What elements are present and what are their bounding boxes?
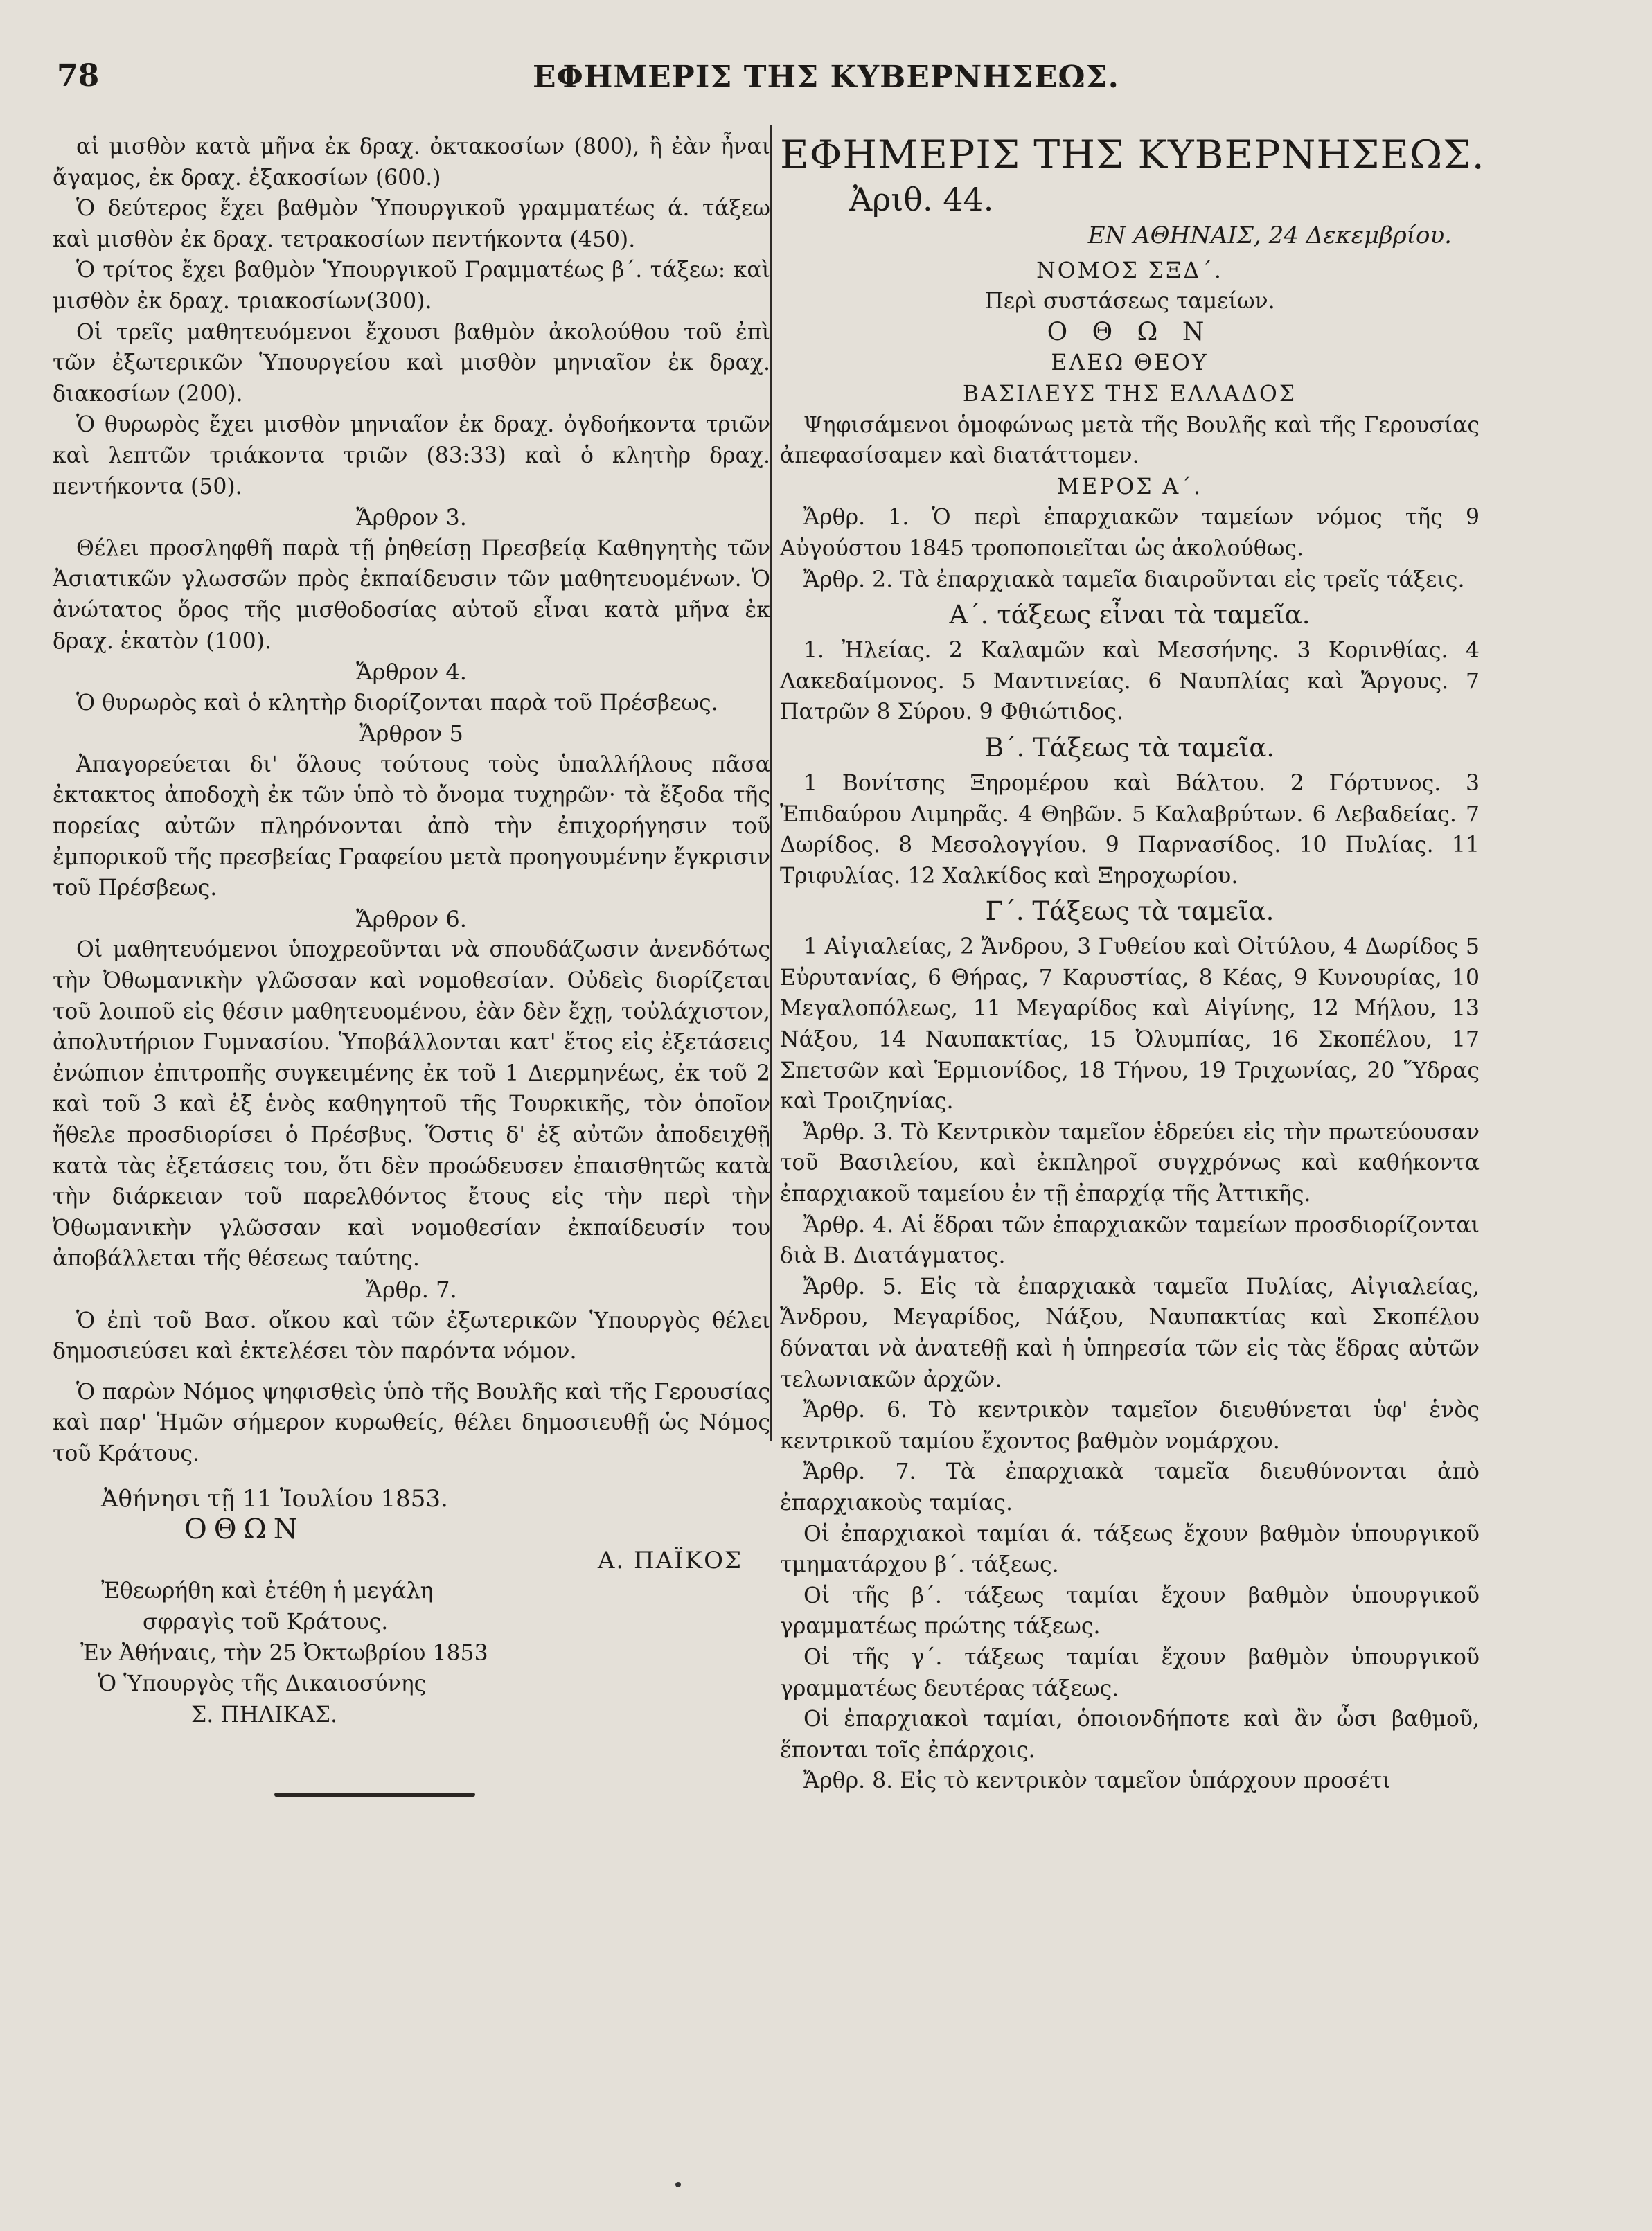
signing-date: Ἀθήνησι τῇ 11 Ἰουλίου 1853. — [101, 1484, 448, 1513]
article: Ἄρθρ. 8. Εἰς τὸ κεντρικὸν ταμεῖον ὑπάρχουν προσέτι — [803, 1768, 1391, 1794]
place-date: ΕΝ ΑΘΗΝΑΙΣ, 24 Δεκεμβρίου. — [1087, 222, 1452, 249]
seal-line: Ὁ Ὑπουργὸς τῆς Δικαιοσύνης — [98, 1671, 427, 1697]
paragraph: Θέλει προσληφθῆ παρὰ τῇ ῥηθείσῃ Πρεσβείᾳ Καθηγητὴς τῶν Ἀσιατικῶν γλωσσῶν πρὸς ἐκπαίδευσιν τῶν μαθητευομένων. Ὁ ἀνώτατος ὅρος τῆς μισθοδοσίας αὐτοῦ εἶναι κατὰ μῆνα ἐκ δραχ. ἑκατὸν (100). — [53, 535, 770, 654]
seal-line: σφραγὶς τοῦ Κράτους. — [143, 1609, 389, 1635]
article-heading: Ἄρθρον 3. — [356, 504, 467, 531]
running-title: ΕΦΗΜΕΡΙΣ ΤΗΣ ΚΥΒΕΡΝΗΣΕΩΣ. — [532, 60, 1119, 95]
article: Ἄρθρ. 5. Εἰς τὰ ἐπαρχιακὰ ταμεῖα Πυλίας, Αἰγιαλείας, Ἄνδρου, Μεγαρίδος, Νάξου, Ναυπακτίας καὶ Σκοπέλου δύναται νὰ ἀνατεθῇ καὶ ἡ ὑπηρεσία τῶν εἰς τὰς ἕδρας αὐτῶν τελωνιακῶν ἀρχῶν. — [780, 1274, 1480, 1392]
issue-number: Ἀριθ. 44. — [849, 181, 994, 218]
article-heading: Ἄρθρ. 7. — [366, 1276, 457, 1303]
masthead: ΕΦΗΜΕΡΙΣ ΤΗΣ ΚΥΒΕΡΝΗΣΕΩΣ. — [780, 132, 1485, 178]
class-heading: Β΄. Τάξεως τὰ ταμεῖα. — [984, 732, 1275, 763]
right-column — [780, 132, 1485, 1797]
page-number: 78 — [57, 58, 100, 94]
list: 1 Αἰγιαλείας, 2 Ἄνδρου, 3 Γυθείου καὶ Οἰτύλου, 4 Δωρίδος 5 Εὐρυτανίας, 6 Θήρας, 7 Καρυστίας, 8 Κέας, 9 Κυνουρίας, 10 Μεγαλοπόλεως, 11 Μεγαρίδος καὶ Αἰγίνης, 12 Μήλου, 13 Νάξου, 14 Ναυπακτίας, 15 Ὀλυμπίας, 16 Σκοπέλου, 17 Σπετσῶν καὶ Ἑρμιονίδος, 18 Τήνου, 19 Τριχωνίας, 20 Ὕδρας καὶ Τροιζηνίας. — [780, 934, 1480, 1114]
paragraph: Ὁ θυρωρὸς καὶ ὁ κλητὴρ διορίζονται παρὰ τοῦ Πρέσβεως. — [76, 690, 718, 715]
paragraph: Οἱ ἐπαρχιακοὶ ταμίαι, ὁποιονδήποτε καὶ ἂν ὦσι βαθμοῦ, ἕπονται τοῖς ἐπάρχοις. — [780, 1707, 1480, 1763]
paragraph: Οἱ ἐπαρχιακοὶ ταμίαι ά. τάξεως ἔχουν βαθμὸν ὑπουργικοῦ τμηματάρχου β΄. τάξεως. — [780, 1521, 1480, 1578]
seal-line: Ἐν Ἀθήναις, τὴν 25 Ὀκτωβρίου 1853 — [80, 1640, 488, 1666]
class-heading: Α΄. τάξεως εἶναι τὰ ταμεῖα. — [949, 600, 1311, 630]
seal-line: Ἐθεωρήθη καὶ ἐτέθη ἡ μεγάλη — [101, 1579, 434, 1604]
law-title: ΝΟΜΟΣ ΣΞΔ΄. — [1036, 258, 1223, 283]
paragraph: Ὁ τρίτος ἔχει βαθμὸν Ὑπουργικοῦ Γραμματέως β΄. τάξεω: καὶ μισθὸν ἐκ δραχ. τριακοσίων(300). — [53, 258, 770, 314]
left-column — [53, 132, 770, 1797]
king-signature: ΟΘΩΝ — [184, 1513, 305, 1546]
ink-dot — [675, 2182, 681, 2187]
part-heading: ΜΕΡΟΣ Α΄. — [1056, 474, 1203, 499]
paragraph: Οἱ τῆς γ΄. τάξεως ταμίαι ἔχουν βαθμὸν ὑπουργικοῦ γραμματέως δευτέρας τάξεως. — [780, 1644, 1480, 1701]
paragraph: Οἱ μαθητευόμενοι ὑποχρεοῦνται νὰ σπουδάζωσιν ἀνενδότως τὴν Ὀθωμανικὴν γλῶσσαν καὶ νομοθεσίαν. Οὐδεὶς διορίζεται τοῦ λοιποῦ εἰς θέσιν μαθητευομένου, ἐὰν δὲν ἔχῃ, τοὐλάχιστον, ἀπολυτήριον Γυμνασίου. Ὑποβάλλονται κατ' ἔτος εἰς ἐξετάσεις ἐνώπιον ἐπιτροπῆς συγκειμένης ἐκ τοῦ 1 Διερμηνέως, ἐκ τοῦ 2 καὶ τοῦ 3 καὶ ἐξ ἑνὸς καθηγητοῦ τῆς Τουρκικῆς, τὸν ὁποῖον ἤθελε προσδιορίσει ὁ Πρέσβυς. Ὅστις δ' ἐξ αὐτῶν ἀποδειχθῇ κατὰ τὰς ἐξετάσεις του, ὅτι δὲν προώδευσεν ἐπαισθητῶς κατὰ τὴν διάρκειαν τοῦ παρελθόντος ἔτους εἰς τὴν περὶ τὴν Ὀθωμανικὴν γλῶσσαν καὶ νομοθεσίαν ἐκπαίδευσίν του ἀποβάλλεται τῆς θέσεως ταύτης. — [53, 937, 770, 1272]
article: Ἄρθρ. 2. Τὰ ἐπαρχιακὰ ταμεῖα διαιροῦνται εἰς τρεῖς τάξεις. — [803, 567, 1465, 592]
by-grace: ΕΛΕΩ ΘΕΟΥ — [1051, 350, 1209, 376]
minister-signature: Α. ΠΑΪΚΟΣ — [597, 1546, 743, 1574]
article: Ἄρθρ. 3. Τὸ Κεντρικὸν ταμεῖον ἑδρεύει εἰς τὴν πρωτεύουσαν τοῦ Βασιλείου, καὶ ἐκπληροῖ συγχρόνως καὶ καθήκοντα ἐπαρχιακοῦ ταμείου ἐν τῇ ἐπαρχίᾳ τῆς Ἀττικῆς. — [780, 1119, 1480, 1207]
list: 1. Ἠλείας. 2 Καλαμῶν καὶ Μεσσήνης. 3 Κορινθίας. 4 Λακεδαίμονος. 5 Μαντινείας. 6 Ναυπλίας καὶ Ἄργους. 7 Πατρῶν 8 Σύρου. 9 Φθιώτιδος. — [780, 638, 1480, 725]
preamble: Ψηφισάμενοι ὁμοφώνως μετὰ τῆς Βουλῆς καὶ τῆς Γερουσίας ἀπεφασίσαμεν καὶ διατάττομεν. — [780, 412, 1480, 469]
article-heading: Ἄρθρον 6. — [356, 905, 467, 932]
law-subject: Περὶ συστάσεως ταμείων. — [984, 289, 1275, 314]
paragraph: Ὁ θυρωρὸς ἔχει μισθὸν μηνιαῖον ἐκ δραχ. ὀγδοήκοντα τριῶν καὶ λεπτῶν τριάκοντα τριῶν (83:33) καὶ ὁ κλητὴρ δραχ. πεντήκοντα (50). — [53, 412, 770, 499]
paragraph: Ὁ δεύτερος ἔχει βαθμὸν Ὑπουργικοῦ γραμματέως ά. τάξεω καὶ μισθὸν ἐκ δραχ. τετρακοσίων πεντήκοντα (450). — [53, 196, 770, 252]
article: Ἄρθρ. 1. Ὁ περὶ ἐπαρχιακῶν ταμείων νόμος τῆς 9 Αὐγούστου 1845 τροποποιεῖται ὡς ἀκολούθως. — [780, 505, 1480, 561]
article: Ἄρθρ. 4. Αἱ ἕδραι τῶν ἐπαρχιακῶν ταμείων προσδιορίζονται διὰ Β. Διατάγματος. — [780, 1212, 1480, 1269]
paragraph: Οἱ τρεῖς μαθητευόμενοι ἔχουσι βαθμὸν ἀκολούθου τοῦ ἐπὶ τῶν ἐξωτερικῶν Ὑπουργείου καὶ μισθὸν μηνιαῖον ἐκ δραχ. διακοσίων (200). — [53, 319, 770, 407]
class-heading: Γ΄. Τάξεως τὰ ταμεῖα. — [985, 896, 1274, 927]
article-heading: Ἄρθρον 5 — [359, 720, 463, 747]
paragraph: Ἀπαγορεύεται δι' ὅλους τούτους τοὺς ὑπαλλήλους πᾶσα ἐκτακτος ἀποδοχὴ ἐκ τῶν ὑπὸ τὸ ὄνομα τυχηρῶν· τὰ ἔξοδα τῆς πορείας αὐτῶν πληρόνονται ἀπὸ τὴν ἐπιχορήγησιν τοῦ ἐμπορικοῦ τῆς πρεσβείας Γραφείου μετὰ προηγουμένην ἔγκρισιν τοῦ Πρέσβεως. — [53, 752, 770, 901]
paragraph: Οἱ τῆς β΄. τάξεως ταμίαι ἔχουν βαθμὸν ὑπουργικοῦ γραμματέως πρώτης τάξεως. — [780, 1583, 1480, 1639]
list: 1 Βονίτσης Ξηρομέρου καὶ Βάλτου. 2 Γόρτυνος. 3 Ἐπιδαύρου Λιμηρᾶς. 4 Θηβῶν. 5 Καλαβρύτων. 6 Λεβαδείας. 7 Δωρίδος. 8 Μεσολογγίου. 9 Παρνασίδος. 10 Πυλίας. 11 Τριφυλίας. 12 Χαλκίδος καὶ Ξηροχωρίου. — [780, 770, 1480, 889]
column-divider — [770, 125, 772, 1441]
paragraph: αἱ μισθὸν κατὰ μῆνα ἐκ δραχ. ὀκτακοσίων (800), ἢ ἐὰν ἦναι ἄγαμος, ἐκ δραχ. ἑξακοσίων (600.) — [53, 134, 770, 190]
article-heading: Ἄρθρον 4. — [356, 659, 467, 686]
article: Ἄρθρ. 7. Τὰ ἐπαρχιακὰ ταμεῖα διευθύνονται ἀπὸ ἐπαρχιακοὺς ταμίας. — [780, 1459, 1480, 1516]
paragraph: Ὁ παρὼν Νόμος ψηφισθεὶς ὑπὸ τῆς Βουλῆς καὶ τῆς Γερουσίας καὶ παρ' Ἡμῶν σήμερον κυρωθείς, θέλει δημοσιευθῇ ὡς Νόμος τοῦ Κράτους. — [53, 1379, 770, 1466]
paragraph: Ὁ ἐπὶ τοῦ Βασ. οἴκου καὶ τῶν ἐξωτερικῶν Ὑπουργὸς θέλει δημοσιεύσει καὶ ἐκτελέσει τὸν παρόντα νόμον. — [53, 1308, 770, 1365]
king-name: Ο Θ Ω Ν — [1047, 317, 1213, 346]
decorative-rule — [274, 1793, 475, 1797]
seal-line: Σ. ΠΗΛΙΚΑΣ. — [191, 1702, 337, 1727]
king-title: ΒΑΣΙΛΕΥΣ ΤΗΣ ΕΛΛΑΔΟΣ — [962, 381, 1297, 407]
article: Ἄρθρ. 6. Τὸ κεντρικὸν ταμεῖον διευθύνεται ὑφ' ἑνὸς κεντρικοῦ ταμίου ἔχοντος βαθμὸν νομάρχου. — [780, 1398, 1480, 1454]
